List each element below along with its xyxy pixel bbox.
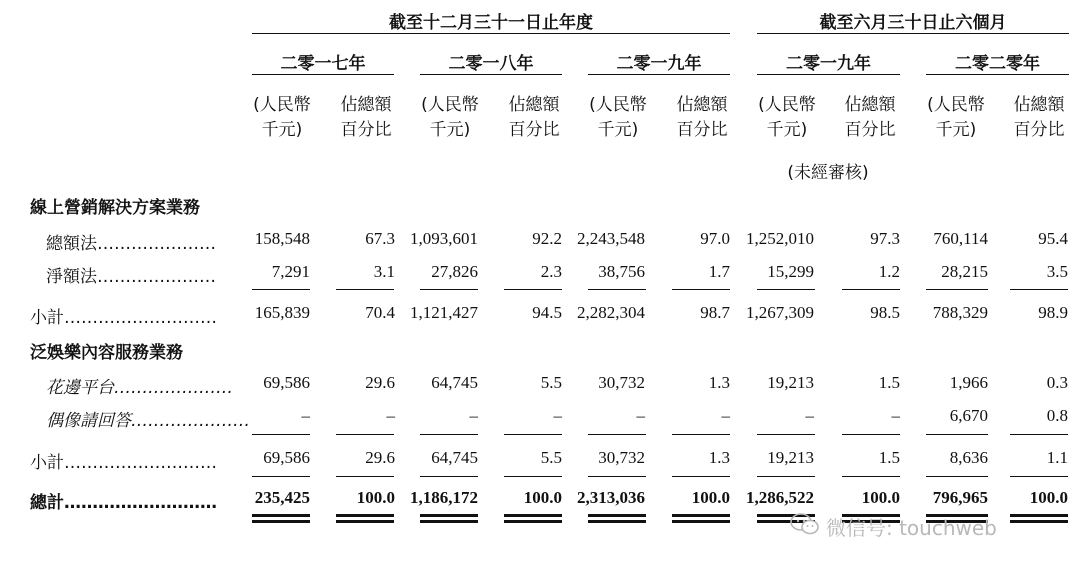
cell: 100.0 — [861, 488, 900, 507]
rule — [926, 289, 988, 290]
cell: 38,756 — [598, 262, 645, 281]
half-rule-2019 — [757, 74, 900, 75]
header-half-2020: 二零二零年 — [955, 54, 1040, 74]
header-half-group: 截至六月三十日止六個月 — [819, 13, 1007, 33]
unaudited-note: (未經審核) — [787, 163, 869, 183]
row-label-total: 總計……………………… — [30, 493, 217, 513]
rule — [672, 434, 730, 435]
cell: – — [553, 406, 562, 425]
cell: 94.5 — [532, 303, 562, 322]
cell: 1,267,309 — [746, 303, 814, 322]
subheader-pct-2: 佔總額 百分比 — [508, 95, 560, 140]
cell: 7,291 — [271, 262, 310, 281]
cell: 98.5 — [870, 303, 900, 322]
section-online-marketing: 線上營銷解決方案業務 — [30, 198, 200, 218]
cell: 2.3 — [540, 262, 562, 281]
cell: 98.7 — [700, 303, 730, 322]
rule — [504, 289, 562, 290]
cell: 1.2 — [878, 262, 900, 281]
row-label-subtotal-1: 小計……………………… — [30, 308, 217, 328]
cell: 70.4 — [365, 303, 395, 322]
cell: 100.0 — [1029, 488, 1068, 507]
rule — [842, 476, 900, 477]
cell: 1.3 — [708, 448, 730, 467]
rule — [842, 434, 900, 435]
header-half-2019: 二零一九年 — [786, 54, 871, 74]
year-rule-2019 — [588, 74, 730, 75]
rule — [252, 434, 310, 435]
subheader-rmb-5: (人民幣 千元) — [927, 95, 985, 140]
cell: 69,586 — [263, 373, 310, 392]
cell: – — [469, 406, 478, 425]
rule — [757, 434, 815, 435]
cell: 760,114 — [933, 229, 988, 248]
rule — [926, 476, 988, 477]
subheader-rmb-1: (人民幣 千元) — [253, 95, 311, 140]
rule — [1010, 476, 1068, 477]
cell: 15,299 — [767, 262, 814, 281]
cell: 3.5 — [1046, 262, 1068, 281]
section-pan-entertainment: 泛娛樂內容服務業務 — [30, 343, 183, 363]
header-year-2017: 二零一七年 — [280, 54, 366, 74]
cell: 29.6 — [365, 373, 395, 392]
subheader-rmb-3: (人民幣 千元) — [589, 95, 647, 140]
cell: 796,965 — [932, 488, 988, 507]
watermark-text: 微信号: touchweb — [826, 516, 997, 540]
double-rule — [588, 514, 646, 517]
cell: 98.9 — [1038, 303, 1068, 322]
cell: 1.5 — [878, 448, 900, 467]
cell: 29.6 — [365, 448, 395, 467]
cell: 1.1 — [1046, 448, 1068, 467]
cell: 30,732 — [598, 448, 645, 467]
rule — [504, 476, 562, 477]
wechat-icon — [790, 512, 820, 536]
header-year-group-rule — [252, 33, 730, 34]
cell: 69,586 — [263, 448, 310, 467]
row-label-huabian: 花邊平台………………… — [46, 378, 233, 398]
rule — [252, 289, 310, 290]
subheader-pct-1: 佔總額 百分比 — [340, 95, 392, 140]
rule — [1010, 289, 1068, 290]
cell: 64,745 — [431, 448, 478, 467]
rule — [672, 289, 730, 290]
double-rule — [252, 514, 310, 517]
cell: 19,213 — [767, 373, 814, 392]
rule — [336, 476, 394, 477]
row-label-net: 淨額法………………… — [46, 267, 216, 287]
rule — [588, 434, 646, 435]
cell: 100.0 — [523, 488, 562, 507]
double-rule — [672, 514, 730, 517]
rule — [757, 476, 815, 477]
cell: 92.2 — [532, 229, 562, 248]
rule — [420, 289, 478, 290]
cell: – — [891, 406, 900, 425]
cell: 64,745 — [431, 373, 478, 392]
cell: 28,215 — [941, 262, 988, 281]
double-rule — [420, 520, 478, 523]
cell: 3.1 — [373, 262, 395, 281]
cell: 1.7 — [708, 262, 730, 281]
cell: 1.3 — [708, 373, 730, 392]
rule — [588, 476, 646, 477]
header-year-2018: 二零一八年 — [448, 54, 534, 74]
cell: 67.3 — [365, 229, 395, 248]
cell: 8,636 — [949, 448, 988, 467]
rule — [926, 434, 988, 435]
rule — [420, 476, 478, 477]
cell: 100.0 — [691, 488, 730, 507]
subheader-pct-4: 佔總額 百分比 — [844, 95, 896, 140]
double-rule — [1010, 520, 1068, 523]
cell: 1,966 — [949, 373, 988, 392]
cell: 2,243,548 — [577, 229, 645, 248]
cell: 19,213 — [767, 448, 814, 467]
double-rule — [336, 514, 394, 517]
cell: 95.4 — [1038, 229, 1068, 248]
cell: 97.3 — [870, 229, 900, 248]
row-label-gross: 總額法………………… — [46, 234, 216, 254]
cell: 0.8 — [1046, 406, 1068, 425]
cell: – — [636, 406, 645, 425]
cell: 97.0 — [700, 229, 730, 248]
cell: 6,670 — [949, 406, 988, 425]
year-rule-2018 — [420, 74, 562, 75]
cell: 5.5 — [540, 448, 562, 467]
rule — [672, 476, 730, 477]
rule — [588, 289, 646, 290]
rule — [420, 434, 478, 435]
cell: 0.3 — [1046, 373, 1068, 392]
subheader-rmb-2: (人民幣 千元) — [421, 95, 479, 140]
cell: – — [805, 406, 814, 425]
rule — [336, 289, 394, 290]
cell: 1,121,427 — [410, 303, 478, 322]
cell: 158,548 — [254, 229, 310, 248]
cell: – — [386, 406, 395, 425]
subheader-rmb-4: (人民幣 千元) — [758, 95, 816, 140]
year-rule-2017 — [252, 74, 394, 75]
double-rule — [504, 514, 562, 517]
cell: 30,732 — [598, 373, 645, 392]
double-rule — [336, 520, 394, 523]
header-year-group: 截至十二月三十一日止年度 — [389, 13, 593, 33]
double-rule — [588, 520, 646, 523]
cell: 1,093,601 — [410, 229, 478, 248]
cell: – — [721, 406, 730, 425]
rule — [1010, 434, 1068, 435]
cell: 165,839 — [254, 303, 310, 322]
cell: 235,425 — [254, 488, 310, 507]
subheader-pct-5: 佔總額 百分比 — [1013, 95, 1065, 140]
rule — [252, 476, 310, 477]
double-rule — [672, 520, 730, 523]
row-label-subtotal-2: 小計……………………… — [30, 453, 217, 473]
double-rule — [420, 514, 478, 517]
cell: 2,313,036 — [577, 488, 645, 507]
double-rule — [252, 520, 310, 523]
header-half-group-rule — [757, 33, 1069, 34]
row-label-idol-qa: 偶像請回答………………… — [46, 411, 250, 431]
cell: 788,329 — [932, 303, 988, 322]
cell: 1,252,010 — [746, 229, 814, 248]
rule — [504, 434, 562, 435]
cell: 2,282,304 — [577, 303, 645, 322]
cell: 5.5 — [540, 373, 562, 392]
cell: 100.0 — [356, 488, 395, 507]
rule — [842, 289, 900, 290]
header-year-2019: 二零一九年 — [616, 54, 702, 74]
double-rule — [1010, 514, 1068, 517]
rule — [336, 434, 394, 435]
cell: 27,826 — [431, 262, 478, 281]
cell: 1.5 — [878, 373, 900, 392]
cell: 1,286,522 — [746, 488, 814, 507]
cell: 1,186,172 — [410, 488, 478, 507]
subheader-pct-3: 佔總額 百分比 — [676, 95, 728, 140]
rule — [757, 289, 815, 290]
double-rule — [504, 520, 562, 523]
cell: – — [301, 406, 310, 425]
half-rule-2020 — [926, 74, 1069, 75]
